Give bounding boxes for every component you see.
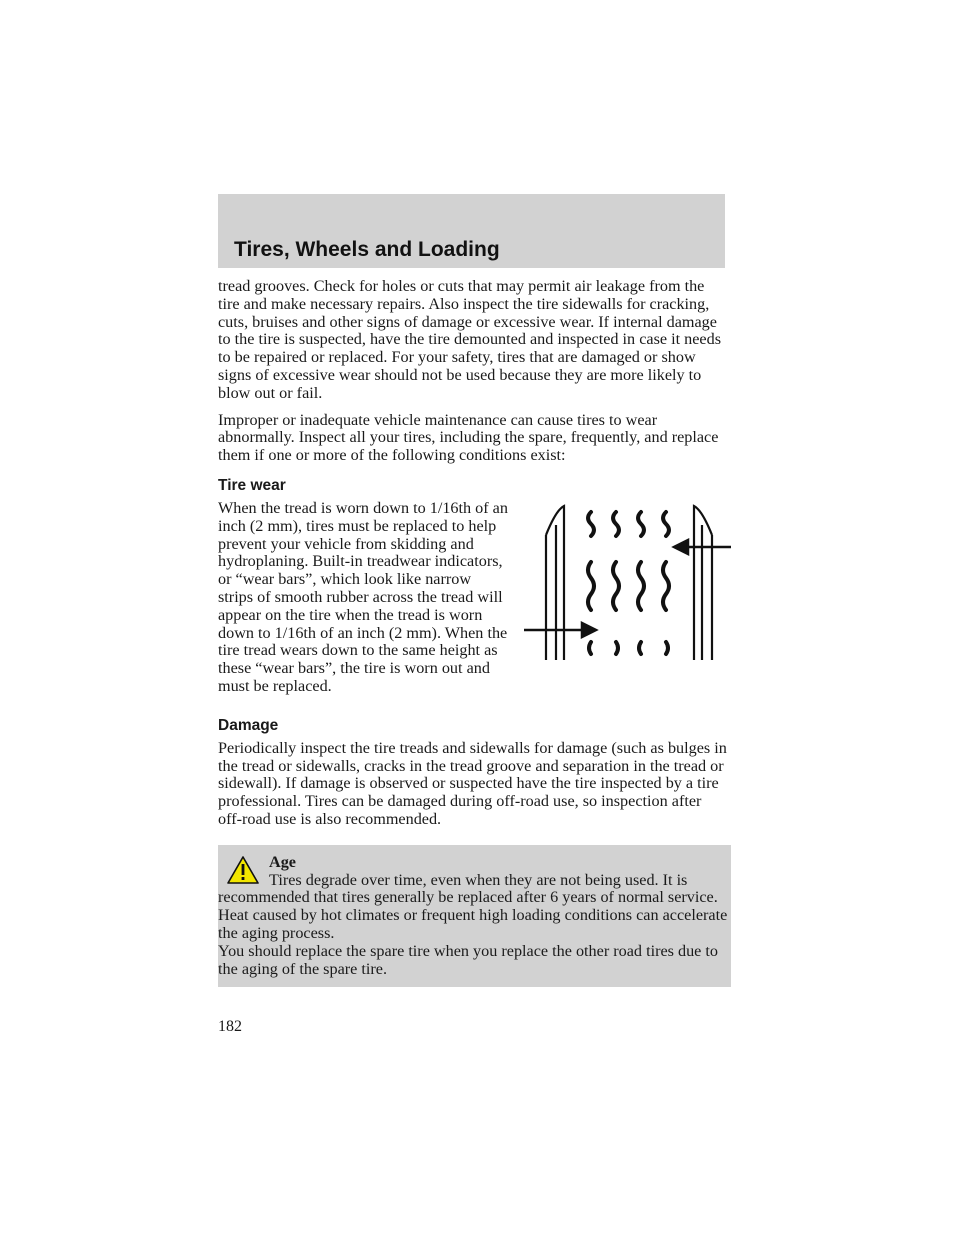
section-header [218, 194, 725, 268]
section-title: Tires, Wheels and Loading [234, 238, 500, 261]
warning-triangle-icon [226, 855, 260, 885]
damage-heading: Damage [218, 716, 279, 734]
warning-title: Age [269, 852, 296, 871]
maintenance-paragraph: Improper or inadequate vehicle maintenance can cause tires to wear abnormally. Inspect all your tires, including the spare, frequently, and replace them if one or more of the following conditions exist: [218, 410, 719, 465]
warning-text-spare: You should replace the spare tire when you replace the other road tires due to the aging of the spare tire. [218, 941, 719, 978]
age-warning-box [218, 845, 731, 988]
tire-wear-section [218, 500, 728, 705]
treadwear-indicator-illustration [516, 500, 736, 660]
page-content [218, 278, 728, 987]
tire-wear-heading: Tire wear [218, 476, 286, 494]
intro-paragraph: tread grooves. Check for holes or cuts that may permit air leakage from the tire and make necessary repairs. Also inspect the tire sidewalls for cracking, cuts, bruises and other signs of damage or excessive wear. If internal damage to the tire is suspected, have the tire demounted and inspected in case it needs to be repaired or replaced. For your safety, tires that are damaged or show signs of excessive wear should not be used because they are more likely to blow out or fail. [218, 277, 721, 402]
tire-tread-icon [516, 500, 736, 660]
page-number: 182 [218, 1018, 242, 1035]
damage-paragraph: Periodically inspect the tire treads and sidewalls for damage (such as bulges in the tread or sidewalls, cracks in the tread groove and separation in the tread or sidewall). If damage is observed or suspected have the tire inspected by a tire professional. Tires can be damaged during off-road use, so inspection after off-road use is also recommended. [218, 738, 727, 828]
tire-wear-paragraph: When the tread is worn down to 1/16th of an inch (2 mm), tires must be replaced to help prevent your vehicle from skidding and hydroplaning. Built-in treadwear indicators, or “wear bars”, which look like narrow strips of smooth rubber across the tread will appear on the tire when the tread is worn down to 1/16th of an inch (2 mm). When the tire tread wears down to the same height as these “wear bars”, the tire is worn out and must be replaced. [218, 498, 508, 695]
warning-text-aging: Tires degrade over time, even when they are not being used. It is recommended that tires generally be replaced after 6 years of normal service. Heat caused by hot climates or frequent high loading conditions can accelerate the aging process. [218, 870, 728, 942]
